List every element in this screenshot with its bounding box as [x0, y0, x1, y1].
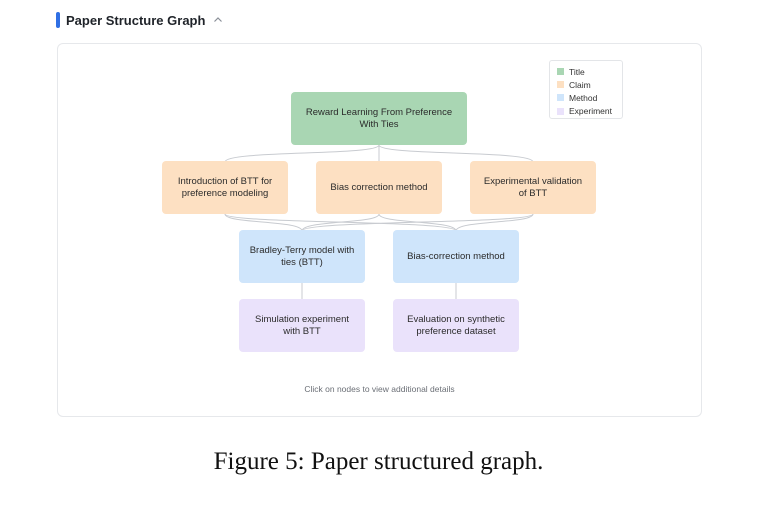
legend-label-title: Title: [569, 66, 585, 77]
node-method-1[interactable]: Bradley-Terry model with ties (BTT): [239, 230, 365, 283]
legend-item-experiment: [557, 105, 622, 118]
legend-item-method: [557, 91, 622, 104]
edge-claim1-method1: [225, 214, 302, 231]
legend-item-title: [557, 65, 622, 78]
legend-item-claim: [557, 78, 622, 91]
section-title: Paper Structure Graph: [66, 12, 206, 28]
legend-label-experiment: Experiment: [569, 106, 612, 117]
legend-swatch-claim: [557, 81, 564, 88]
node-claim-1[interactable]: Introduction of BTT for preference modeling: [162, 161, 288, 214]
legend-swatch-experiment: [557, 108, 564, 115]
legend-label-claim: Claim: [569, 79, 591, 90]
accent-bar: [56, 12, 60, 28]
node-experiment-2[interactable]: Evaluation on synthetic preference dataset: [393, 299, 519, 352]
legend-swatch-title: [557, 68, 564, 75]
node-experiment-1[interactable]: Simulation experiment with BTT: [239, 299, 365, 352]
chevron-up-icon[interactable]: [212, 14, 224, 26]
node-claim-3[interactable]: Experimental validation of BTT: [470, 161, 596, 214]
figure-caption: Figure 5: Paper structured graph.: [213, 448, 544, 475]
graph-panel: [57, 43, 702, 417]
node-claim-2[interactable]: Bias correction method: [316, 161, 442, 214]
legend-label-method: Method: [569, 92, 598, 103]
node-title[interactable]: Reward Learning From Preference With Ties: [291, 92, 467, 145]
section-header[interactable]: [56, 10, 224, 30]
edge-claim3-method2: [456, 214, 533, 231]
legend: [549, 60, 623, 119]
interaction-hint: Click on nodes to view additional details: [304, 384, 455, 394]
edge-title-claim1: [225, 145, 379, 162]
edge-title-claim3: [379, 145, 533, 162]
legend-swatch-method: [557, 94, 564, 101]
node-method-2[interactable]: Bias-correction method: [393, 230, 519, 283]
